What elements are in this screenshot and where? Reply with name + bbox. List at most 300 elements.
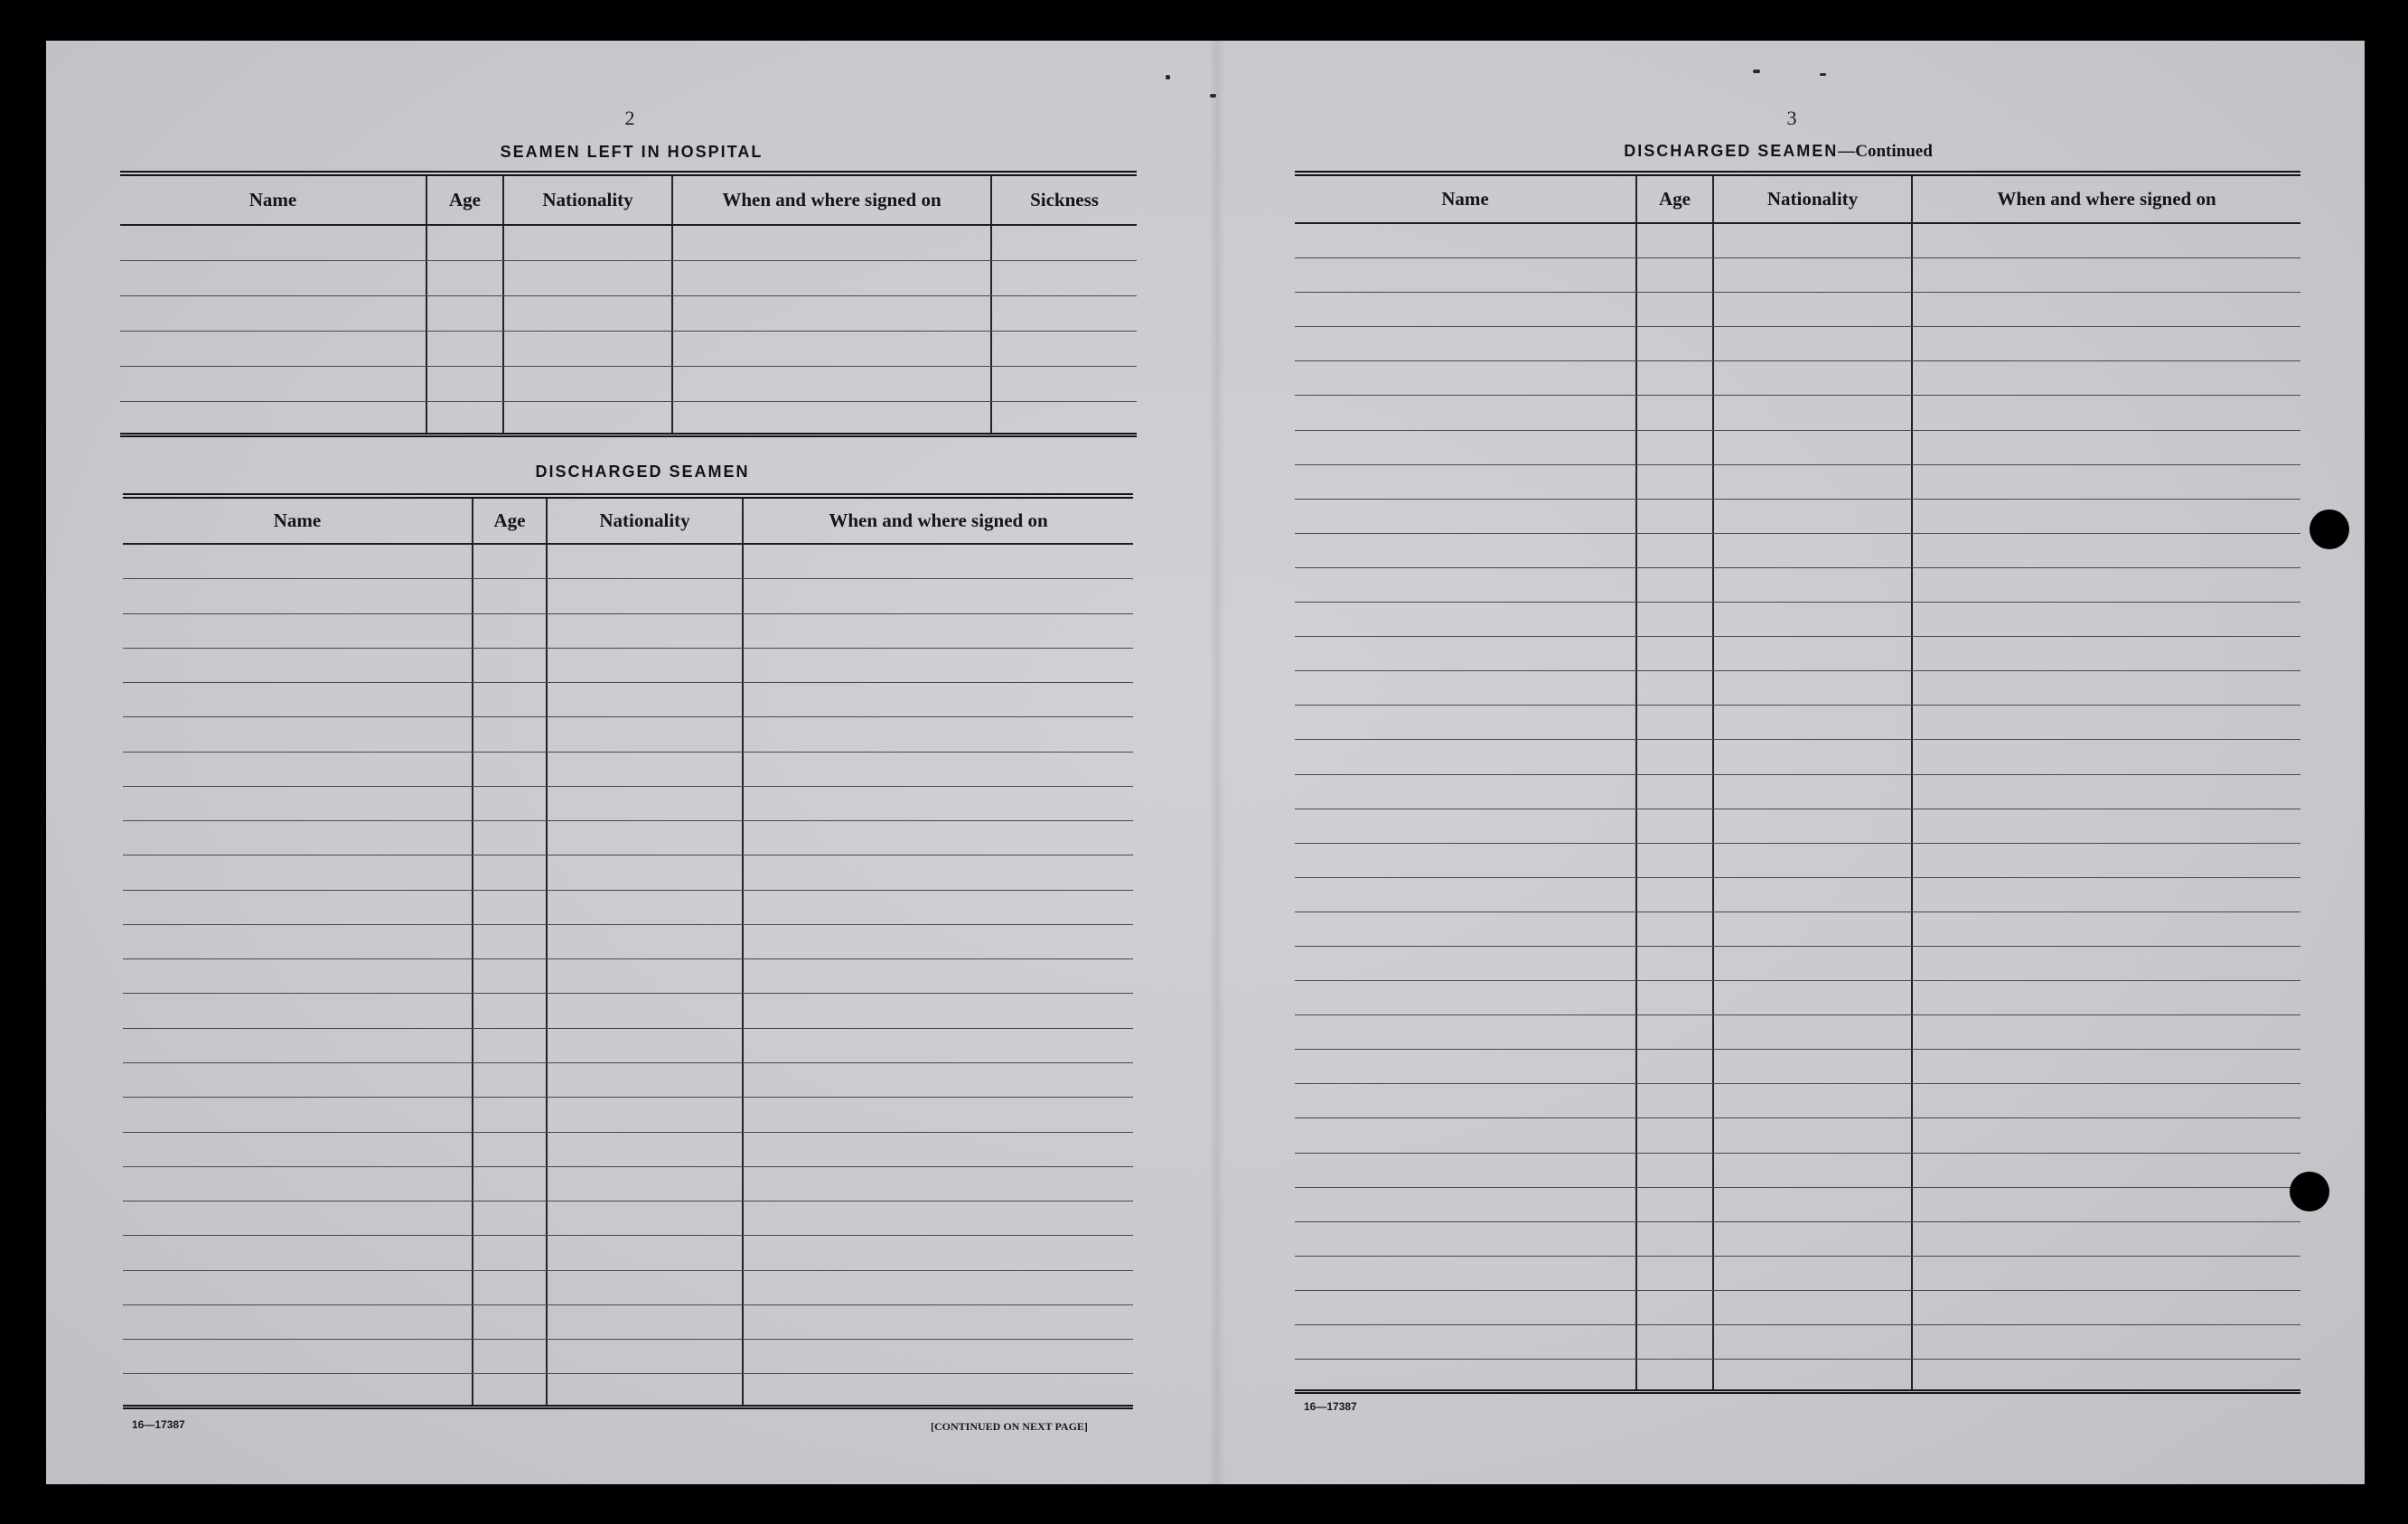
table-cell: [123, 753, 472, 786]
column-header-signed-on: When and where signed on: [742, 499, 1133, 543]
column-header-name: Name: [248, 189, 297, 210]
table-header-row: [123, 493, 1133, 545]
table-cell: [472, 994, 546, 1027]
table-row: [120, 226, 1137, 261]
table-cell: [1635, 500, 1712, 533]
table-body: [120, 226, 1137, 437]
table-cell: [742, 545, 1133, 578]
table-cell: [1295, 1084, 1635, 1117]
table-cell: [472, 1236, 546, 1269]
table-cell: [546, 1201, 742, 1235]
table-row: [1295, 1360, 2300, 1394]
table-cell: [1712, 1291, 1911, 1324]
table-cell: [671, 226, 990, 260]
table-cell: [546, 1167, 742, 1201]
table-cell: [1295, 912, 1635, 946]
scan-speck: [1210, 94, 1216, 98]
seamen-left-in-hospital-table: [120, 171, 1137, 437]
table-row: [123, 1029, 1133, 1063]
table-cell: [1295, 258, 1635, 292]
table-cell: [742, 579, 1133, 612]
table-cell: [502, 296, 671, 331]
table-cell: [1295, 1360, 1635, 1389]
table-row: [1295, 912, 2300, 947]
table-cell: [1635, 431, 1712, 464]
table-row: [120, 332, 1137, 367]
column-header-name: Name: [1441, 188, 1489, 210]
table-cell: [742, 855, 1133, 889]
table-cell: [1712, 224, 1911, 257]
table-cell: [1911, 981, 2300, 1014]
table-cell: [472, 753, 546, 786]
table-cell: [742, 683, 1133, 716]
table-row: [1295, 431, 2300, 465]
table-cell: [472, 891, 546, 924]
table-cell: [1295, 293, 1635, 326]
continued-note: [CONTINUED ON NEXT PAGE]: [931, 1420, 1088, 1433]
section-title-suffix: —Continued: [1838, 142, 1933, 161]
table-cell: [123, 649, 472, 682]
table-cell: [1911, 706, 2300, 739]
table-cell: [1712, 706, 1911, 739]
table-cell: [1712, 258, 1911, 292]
table-cell: [1712, 947, 1911, 980]
table-cell: [1635, 809, 1712, 843]
table-row: [123, 1271, 1133, 1305]
table-cell: [546, 579, 742, 612]
table-row: [1295, 568, 2300, 603]
table-cell: [472, 925, 546, 958]
table-cell: [1635, 258, 1712, 292]
page-fold: [1209, 41, 1225, 1484]
table-row: [120, 261, 1137, 296]
table-cell: [742, 821, 1133, 855]
punch-hole: [2310, 510, 2349, 549]
table-body: [1295, 224, 2300, 1394]
table-header-row: [1295, 171, 2300, 224]
table-cell: [502, 332, 671, 366]
table-cell: [546, 821, 742, 855]
table-cell: [546, 994, 742, 1027]
table-cell: [1911, 1084, 2300, 1117]
table-cell: [1635, 465, 1712, 499]
table-cell: [1295, 878, 1635, 912]
table-row: [123, 1098, 1133, 1132]
table-cell: [1295, 500, 1635, 533]
table-cell: [1635, 603, 1712, 636]
table-cell: [120, 226, 426, 260]
table-cell: [1295, 947, 1635, 980]
table-cell: [546, 614, 742, 648]
table-row: [123, 1374, 1133, 1408]
table-row: [123, 1201, 1133, 1236]
table-row: [1295, 1188, 2300, 1222]
table-cell: [1911, 258, 2300, 292]
table-cell: [1635, 637, 1712, 670]
table-cell: [120, 402, 426, 433]
table-cell: [472, 1340, 546, 1373]
table-cell: [1635, 1084, 1712, 1117]
table-cell: [123, 1167, 472, 1201]
table-cell: [546, 787, 742, 820]
table-cell: [472, 1063, 546, 1097]
table-cell: [742, 1340, 1133, 1373]
table-cell: [1911, 912, 2300, 946]
table-row: [1295, 603, 2300, 637]
table-cell: [1295, 361, 1635, 395]
table-cell: [1635, 1188, 1712, 1221]
table-cell: [472, 1305, 546, 1339]
table-row: [1295, 1050, 2300, 1084]
table-cell: [123, 925, 472, 958]
table-cell: [742, 1098, 1133, 1131]
table-row: [123, 614, 1133, 649]
table-cell: [1635, 1015, 1712, 1049]
table-row: [123, 753, 1133, 787]
table-row: [123, 959, 1133, 994]
table-cell: [546, 1305, 742, 1339]
table-cell: [123, 1271, 472, 1304]
table-row: [123, 821, 1133, 855]
table-cell: [472, 959, 546, 993]
table-cell: [742, 1167, 1133, 1201]
table-row: [123, 649, 1133, 683]
table-cell: [1635, 878, 1712, 912]
table-row: [120, 296, 1137, 332]
table-cell: [426, 296, 502, 331]
table-body: [123, 545, 1133, 1409]
table-cell: [1712, 1050, 1911, 1083]
table-cell: [120, 261, 426, 295]
scan-speck: [1166, 75, 1170, 79]
table-cell: [546, 753, 742, 786]
table-row: [123, 1167, 1133, 1201]
table-cell: [123, 821, 472, 855]
page-number: 2: [624, 107, 635, 129]
table-cell: [1911, 844, 2300, 877]
table-cell: [990, 402, 1137, 433]
table-cell: [1712, 775, 1911, 809]
table-row: [1295, 1257, 2300, 1291]
table-cell: [1911, 361, 2300, 395]
column-header-signed-on: When and where signed on: [671, 176, 990, 224]
table-cell: [472, 1271, 546, 1304]
table-row: [1295, 1222, 2300, 1257]
table-cell: [1911, 809, 2300, 843]
table-cell: [120, 367, 426, 401]
table-cell: [990, 332, 1137, 366]
table-cell: [472, 1133, 546, 1166]
table-cell: [671, 261, 990, 295]
table-cell: [990, 226, 1137, 260]
table-cell: [990, 367, 1137, 401]
table-cell: [742, 1063, 1133, 1097]
table-cell: [1911, 1257, 2300, 1290]
table-cell: [1635, 947, 1712, 980]
table-cell: [472, 855, 546, 889]
table-cell: [123, 545, 472, 578]
table-cell: [1911, 671, 2300, 705]
table-row: [1295, 396, 2300, 430]
table-cell: [1712, 1084, 1911, 1117]
table-row: [123, 1340, 1133, 1374]
table-cell: [1911, 740, 2300, 773]
table-cell: [546, 1029, 742, 1062]
table-cell: [742, 649, 1133, 682]
table-cell: [546, 959, 742, 993]
table-cell: [1911, 568, 2300, 602]
table-header-row: [120, 171, 1137, 226]
table-cell: [1911, 293, 2300, 326]
table-cell: [1712, 844, 1911, 877]
table-cell: [1911, 431, 2300, 464]
table-cell: [1295, 224, 1635, 257]
table-row: [1295, 740, 2300, 774]
table-cell: [671, 367, 990, 401]
table-cell: [426, 367, 502, 401]
table-cell: [546, 1271, 742, 1304]
table-cell: [671, 402, 990, 433]
table-cell: [742, 959, 1133, 993]
table-cell: [742, 1201, 1133, 1235]
table-cell: [1712, 327, 1911, 360]
table-cell: [1911, 534, 2300, 567]
table-cell: [123, 994, 472, 1027]
table-cell: [123, 614, 472, 648]
table-cell: [742, 994, 1133, 1027]
column-header-age: Age: [426, 176, 502, 224]
table-cell: [1712, 637, 1911, 670]
table-row: [1295, 1084, 2300, 1118]
table-cell: [1295, 1050, 1635, 1083]
table-cell: [742, 1133, 1133, 1166]
table-cell: [546, 1098, 742, 1131]
table-row: [1295, 361, 2300, 396]
table-cell: [472, 614, 546, 648]
table-cell: [502, 226, 671, 260]
table-row: [123, 1305, 1133, 1340]
table-cell: [546, 683, 742, 716]
table-cell: [1635, 1291, 1712, 1324]
discharged-seamen-continued-table: [1295, 171, 2300, 1394]
table-cell: [1295, 706, 1635, 739]
table-cell: [472, 1374, 546, 1404]
table-cell: [546, 1374, 742, 1404]
table-cell: [472, 787, 546, 820]
table-cell: [472, 1201, 546, 1235]
table-cell: [1635, 981, 1712, 1014]
table-row: [1295, 258, 2300, 293]
table-row: [1295, 706, 2300, 740]
table-cell: [123, 855, 472, 889]
table-cell: [1712, 1154, 1911, 1187]
table-row: [1295, 1291, 2300, 1325]
table-cell: [742, 614, 1133, 648]
table-cell: [671, 296, 990, 331]
table-cell: [1295, 568, 1635, 602]
table-cell: [1712, 396, 1911, 429]
table-row: [123, 1133, 1133, 1167]
table-cell: [1911, 465, 2300, 499]
form-number: 16—17387: [132, 1418, 185, 1431]
table-cell: [472, 545, 546, 578]
form-number: 16—17387: [1304, 1400, 1357, 1413]
table-row: [123, 994, 1133, 1028]
table-cell: [1712, 361, 1911, 395]
table-cell: [1295, 1257, 1635, 1290]
table-cell: [426, 226, 502, 260]
table-cell: [1295, 1154, 1635, 1187]
table-row: [1295, 1154, 2300, 1188]
table-row: [123, 545, 1133, 579]
table-cell: [546, 545, 742, 578]
table-row: [1295, 1325, 2300, 1360]
table-cell: [1712, 1222, 1911, 1256]
section-title-text: DISCHARGED SEAMEN: [1624, 142, 1839, 160]
table-cell: [990, 296, 1137, 331]
table-cell: [1635, 224, 1712, 257]
table-cell: [1635, 568, 1712, 602]
table-cell: [1295, 431, 1635, 464]
table-cell: [1635, 1360, 1712, 1389]
table-row: [1295, 981, 2300, 1015]
table-cell: [426, 261, 502, 295]
table-row: [123, 683, 1133, 717]
table-cell: [1635, 671, 1712, 705]
table-cell: [546, 891, 742, 924]
table-cell: [1911, 1325, 2300, 1359]
table-cell: [546, 1133, 742, 1166]
table-row: [1295, 534, 2300, 568]
table-cell: [123, 717, 472, 751]
table-row: [1295, 947, 2300, 981]
table-row: [123, 855, 1133, 890]
section-title-discharged-continued: [1507, 141, 2049, 162]
table-cell: [1911, 1188, 2300, 1221]
table-cell: [1295, 1015, 1635, 1049]
table-cell: [1635, 912, 1712, 946]
table-cell: [742, 1271, 1133, 1304]
table-cell: [1911, 603, 2300, 636]
table-row: [123, 925, 1133, 959]
table-cell: [546, 855, 742, 889]
table-cell: [1911, 500, 2300, 533]
table-cell: [1712, 1015, 1911, 1049]
table-row: [1295, 809, 2300, 844]
table-row: [1295, 500, 2300, 534]
table-row: [123, 717, 1133, 752]
table-cell: [1712, 534, 1911, 567]
table-cell: [1911, 1222, 2300, 1256]
table-cell: [546, 1063, 742, 1097]
table-cell: [1635, 534, 1712, 567]
table-cell: [742, 717, 1133, 751]
table-cell: [502, 367, 671, 401]
table-cell: [123, 891, 472, 924]
table-cell: [472, 1098, 546, 1131]
table-cell: [1712, 981, 1911, 1014]
column-header-name: Name: [273, 510, 322, 531]
table-cell: [123, 1098, 472, 1131]
column-header-sickness: Sickness: [990, 176, 1137, 224]
table-row: [1295, 224, 2300, 258]
table-cell: [472, 1167, 546, 1201]
table-cell: [1911, 775, 2300, 809]
table-cell: [671, 332, 990, 366]
table-row: [1295, 293, 2300, 327]
table-cell: [1712, 912, 1911, 946]
punch-hole: [2290, 1172, 2329, 1211]
table-row: [1295, 844, 2300, 878]
table-row: [123, 891, 1133, 925]
table-cell: [1911, 1291, 2300, 1324]
table-cell: [1911, 1154, 2300, 1187]
table-cell: [1712, 1118, 1911, 1152]
table-cell: [1712, 568, 1911, 602]
table-cell: [1295, 981, 1635, 1014]
table-cell: [472, 1029, 546, 1062]
table-cell: [1911, 878, 2300, 912]
table-cell: [1712, 809, 1911, 843]
table-cell: [1635, 293, 1712, 326]
table-cell: [742, 1029, 1133, 1062]
section-title-discharged: DISCHARGED SEAMEN: [535, 463, 750, 481]
discharged-seamen-table: [123, 493, 1133, 1409]
table-row: [1295, 637, 2300, 671]
table-cell: [1712, 500, 1911, 533]
table-cell: [1712, 603, 1911, 636]
table-cell: [742, 787, 1133, 820]
column-header-nationality: Nationality: [502, 176, 671, 224]
table-cell: [502, 261, 671, 295]
table-cell: [1295, 1118, 1635, 1152]
table-cell: [1712, 671, 1911, 705]
table-cell: [1295, 1188, 1635, 1221]
column-header-age: Age: [472, 499, 546, 543]
table-cell: [1635, 775, 1712, 809]
table-cell: [742, 925, 1133, 958]
column-header-nationality: Nationality: [1712, 176, 1911, 222]
table-row: [1295, 327, 2300, 361]
table-cell: [1635, 1325, 1712, 1359]
table-row: [123, 1063, 1133, 1098]
table-cell: [1712, 1257, 1911, 1290]
table-cell: [1635, 1257, 1712, 1290]
table-cell: [123, 1201, 472, 1235]
table-cell: [472, 683, 546, 716]
table-cell: [123, 959, 472, 993]
table-cell: [1295, 809, 1635, 843]
table-row: [1295, 1118, 2300, 1153]
table-row: [1295, 1015, 2300, 1050]
scan-speck: [1753, 70, 1760, 73]
table-cell: [1911, 947, 2300, 980]
table-cell: [426, 332, 502, 366]
column-header-nationality: Nationality: [546, 499, 742, 543]
table-row: [123, 787, 1133, 821]
table-cell: [123, 1305, 472, 1339]
table-row: [1295, 465, 2300, 500]
table-cell: [426, 402, 502, 433]
table-cell: [123, 1029, 472, 1062]
column-header-signed-on: When and where signed on: [1911, 176, 2300, 222]
table-cell: [1635, 740, 1712, 773]
table-cell: [546, 649, 742, 682]
table-cell: [1295, 671, 1635, 705]
table-cell: [123, 683, 472, 716]
table-cell: [123, 1133, 472, 1166]
table-cell: [1712, 740, 1911, 773]
